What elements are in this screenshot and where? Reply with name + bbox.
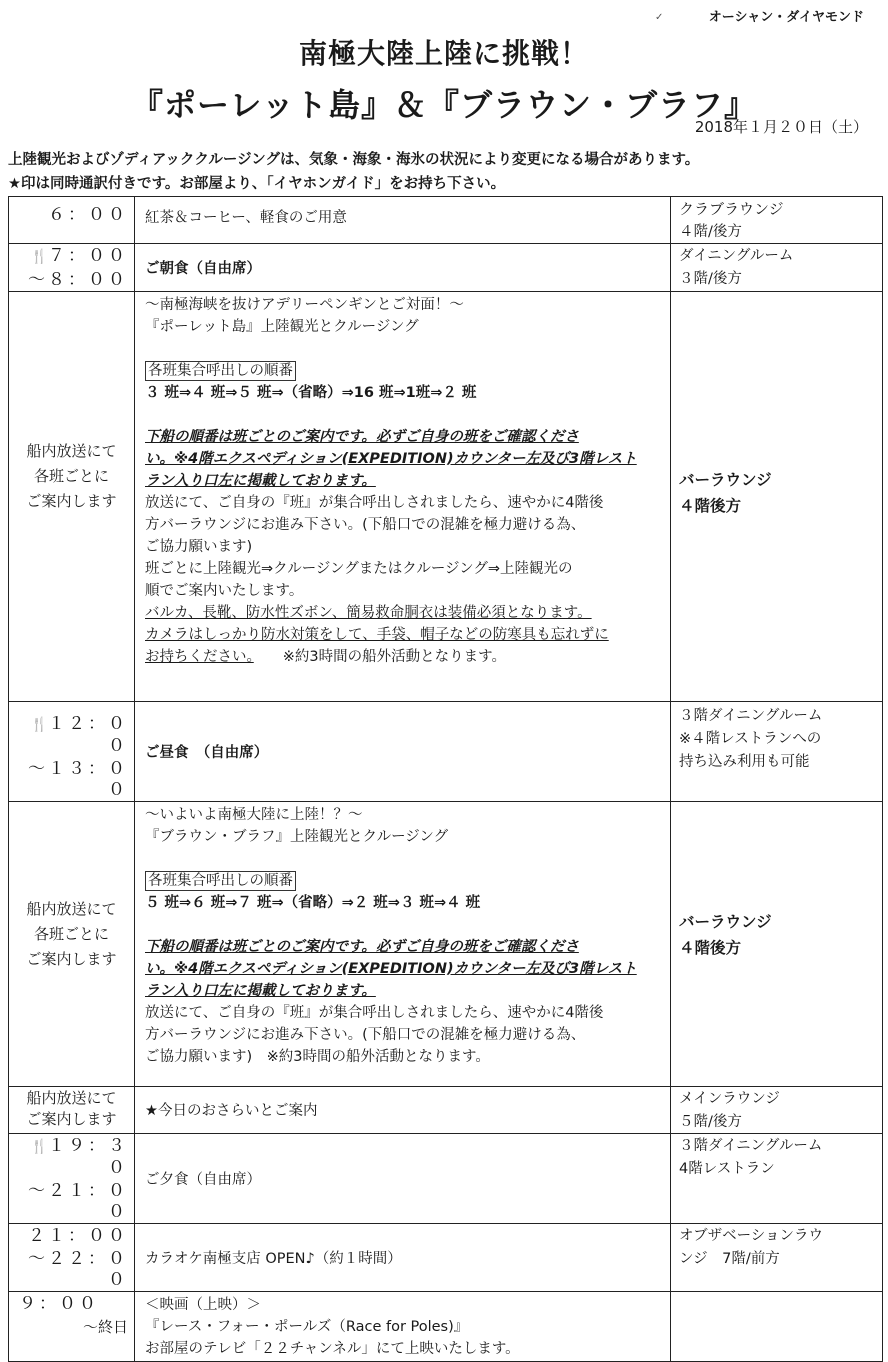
movie-channel: お部屋のテレビ「２２チャンネル」にて上映いたします。 <box>145 1341 520 1357</box>
location-name: オブザベーションラウ <box>679 1228 823 1244</box>
fork-knife-icon: 🍴 <box>30 1139 48 1155</box>
movie-heading: ＜映画（上映）＞ <box>145 1297 261 1313</box>
announce-line: 船内放送にて <box>26 442 117 460</box>
location-name: ３階ダイニングルーム <box>679 1138 823 1154</box>
time-end: ～８：００ <box>28 270 128 290</box>
location-note: 持ち込み利用も可能 <box>679 754 810 770</box>
location-cell <box>671 292 883 702</box>
activity-text: カラオケ南極支店 OPEN♪（約１時間） <box>145 1250 402 1267</box>
activity-cell <box>135 1087 671 1134</box>
location-floor: ３階/後方 <box>679 271 742 287</box>
instruction-line: 放送にて、ご自身の『班』が集合呼出しされましたら、速やかに4階後 <box>145 495 604 511</box>
schedule-table <box>8 196 883 1362</box>
location-note: ※４階レストランへの <box>679 731 822 747</box>
location-floor: ４階/後方 <box>679 224 742 240</box>
announce-line: 船内放送にて <box>26 1089 117 1107</box>
instruction-line: ご協力願います) <box>145 539 253 555</box>
activity-cell <box>135 1224 671 1292</box>
group-order-label: 各班集合呼出しの順番 <box>145 361 296 381</box>
location-cell <box>671 802 883 1087</box>
table-row <box>9 1087 883 1134</box>
instruction-line: 方バーラウンジにお進み下さい。(下船口での混雑を極力避ける為、 <box>145 517 586 533</box>
table-row <box>9 802 883 1087</box>
time-end: ～１３：００ <box>28 759 128 800</box>
disembark-warning: 下船の順番は班ごとのご案内です。必ずご自身の班をご確認くださ <box>145 939 579 955</box>
location-cell <box>671 197 883 244</box>
schedule-date: 2018年１月２０日（土） <box>694 118 868 136</box>
location-cell <box>671 1224 883 1292</box>
group-order: ３ 班⇒４ 班⇒５ 班⇒（省略）⇒16 班⇒1班⇒２ 班 <box>145 385 477 401</box>
fork-knife-icon: 🍴 <box>30 717 48 733</box>
activity-cell <box>135 702 671 802</box>
time-start-text: １２：００ <box>48 714 128 756</box>
announce-line: ご案内します <box>26 1110 117 1128</box>
disembark-warning: い。※4階エクスペディション(EXPEDITION)カウンター左及び3階レスト <box>145 961 637 977</box>
announce-text <box>9 439 134 514</box>
location-cell <box>671 1087 883 1134</box>
notice-weather: 上陸観光およびゾディアッククルージングは、気象・海象・海氷の状況により変更になる場合があります。 <box>8 152 700 168</box>
movie-title: 『レース・フォー・ポールズ（Race for Poles)』 <box>145 1319 469 1335</box>
table-row <box>9 702 883 802</box>
activity-text: ご朝食（自由席） <box>145 260 261 277</box>
check-mark-icon: ✓ <box>655 12 664 23</box>
fork-knife-icon: 🍴 <box>30 249 48 265</box>
time-cell <box>9 1134 135 1224</box>
time-start <box>9 702 134 757</box>
instruction-line: 順でご案内いたします。 <box>145 583 304 599</box>
notice-earphone: ★印は同時通訳付きです。お部屋より、「イヤホンガイド」をお持ち下さい。 <box>8 176 506 192</box>
activity-cell <box>135 1292 671 1362</box>
time-start-text: １９：３０ <box>48 1136 128 1178</box>
location-cell <box>671 1134 883 1224</box>
time-start <box>9 1134 134 1179</box>
location-name: バーラウンジ <box>679 470 772 489</box>
time-end: ～２１：００ <box>28 1181 128 1222</box>
location-name: ３階ダイニングルーム <box>679 708 823 724</box>
disembark-warning: ラン入り口左に掲載しております。 <box>145 983 376 999</box>
activity-text: ご昼食 （自由席） <box>145 744 269 761</box>
announce-text <box>9 897 134 972</box>
group-order: ５ 班⇒６ 班⇒７ 班⇒（省略）⇒２ 班⇒３ 班⇒４ 班 <box>145 895 481 911</box>
instruction-line: ご協力願います) ※約3時間の船外活動となります。 <box>145 1049 490 1065</box>
table-row <box>9 292 883 702</box>
announce-text <box>9 1087 134 1130</box>
location-floor: 4階レストラン <box>679 1161 775 1177</box>
announce-line: 各班ごとに <box>33 924 109 943</box>
time-end: ～終日 <box>82 1318 128 1336</box>
duration-note: ※約3時間の船外活動となります。 <box>282 649 506 665</box>
activity-text: 紅茶＆コーヒー、軽食のご用意 <box>145 210 347 226</box>
location-name: ダイニングルーム <box>679 248 794 264</box>
equipment-note: カメラはしっかり防水対策をして、手袋、帽子などの防寒具も忘れずに <box>145 627 609 643</box>
disembark-warning: い。※4階エクスペディション(EXPEDITION)カウンター左及び3階レスト <box>145 451 637 467</box>
location-floor: ５階/後方 <box>679 1114 742 1130</box>
time-cell <box>9 1224 135 1292</box>
announce-line: ご案内します <box>26 949 117 968</box>
location-name: メインラウンジ <box>679 1091 780 1107</box>
activity-block <box>135 1292 670 1360</box>
time-start-text: ７：００ <box>48 246 128 266</box>
activity-cell <box>135 292 671 702</box>
time-start <box>9 244 134 268</box>
location-floor: ４階後方 <box>679 496 742 515</box>
time-cell <box>9 244 135 292</box>
table-row <box>9 1224 883 1292</box>
disembark-warning: 下船の順番は班ごとのご案内です。必ずご自身の班をご確認くださ <box>145 429 579 445</box>
activity-cell <box>135 197 671 244</box>
time-cell <box>9 1292 135 1362</box>
table-row <box>9 1292 883 1362</box>
instruction-line: 班ごとに上陸観光⇒クルージングまたはクルージング⇒上陸観光の <box>145 561 573 577</box>
equipment-note: お持ちください。 <box>145 649 254 665</box>
page-title: 南極大陸上陸に挑戦！ <box>298 37 589 70</box>
announce-line: ご案内します <box>26 492 117 510</box>
announce-line: 各班ごとに <box>33 467 109 485</box>
activity-heading: ～いよいよ南極大陸に上陸！？～ <box>145 807 363 823</box>
activity-block <box>135 292 670 668</box>
instruction-line: 放送にて、ご自身の『班』が集合呼出しされましたら、速やかに4階後 <box>145 1005 604 1021</box>
activity-cell <box>135 802 671 1087</box>
table-row <box>9 197 883 244</box>
announce-cell <box>9 292 135 702</box>
page-subtitle: 『ポーレット島』＆『ブラウン・ブラフ』 <box>130 86 758 124</box>
location-cell <box>671 1292 883 1362</box>
group-order-label: 各班集合呼出しの順番 <box>145 871 296 891</box>
location-floor: ４階後方 <box>679 939 742 957</box>
activity-cell <box>135 1134 671 1224</box>
time-end: ～２２：００ <box>28 1249 128 1290</box>
instruction-line: 方バーラウンジにお進み下さい。(下船口での混雑を極力避ける為、 <box>145 1027 586 1043</box>
activity-text: ご夕食（自由席） <box>145 1171 261 1188</box>
time-start: ９：００ <box>19 1294 99 1314</box>
time-start: ２１：００ <box>28 1226 128 1246</box>
equipment-note: バルカ、長靴、防水性ズボン、簡易救命胴衣は装備必須となります。 <box>145 605 592 621</box>
activity-heading: ～南極海峡を抜けアデリーペンギンとご対面！～ <box>145 297 464 313</box>
brand-name: オーシャン・ダイヤモンド <box>708 10 864 25</box>
location-name: クラブラウンジ <box>679 200 784 218</box>
time-cell <box>9 702 135 802</box>
disembark-warning: ラン入り口左に掲載しております。 <box>145 473 376 489</box>
location-name: バーラウンジ <box>679 913 772 931</box>
table-row <box>9 1134 883 1224</box>
location-floor: ンジ 7階/前方 <box>679 1251 780 1267</box>
activity-cell <box>135 244 671 292</box>
activity-block <box>135 802 670 1068</box>
table-row <box>9 244 883 292</box>
location-cell <box>671 244 883 292</box>
time-cell <box>9 197 135 244</box>
announce-cell <box>9 802 135 1087</box>
announce-line: 船内放送にて <box>26 899 117 918</box>
activity-subheading: 『ポーレット島』上陸観光とクルージング <box>145 319 419 335</box>
activity-text: ★今日のおさらいとご案内 <box>145 1103 318 1119</box>
announce-cell <box>9 1087 135 1134</box>
time-start: ６：００ <box>48 205 128 225</box>
location-cell <box>671 702 883 802</box>
activity-subheading: 『ブラウン・ブラフ』上陸観光とクルージング <box>145 829 449 845</box>
